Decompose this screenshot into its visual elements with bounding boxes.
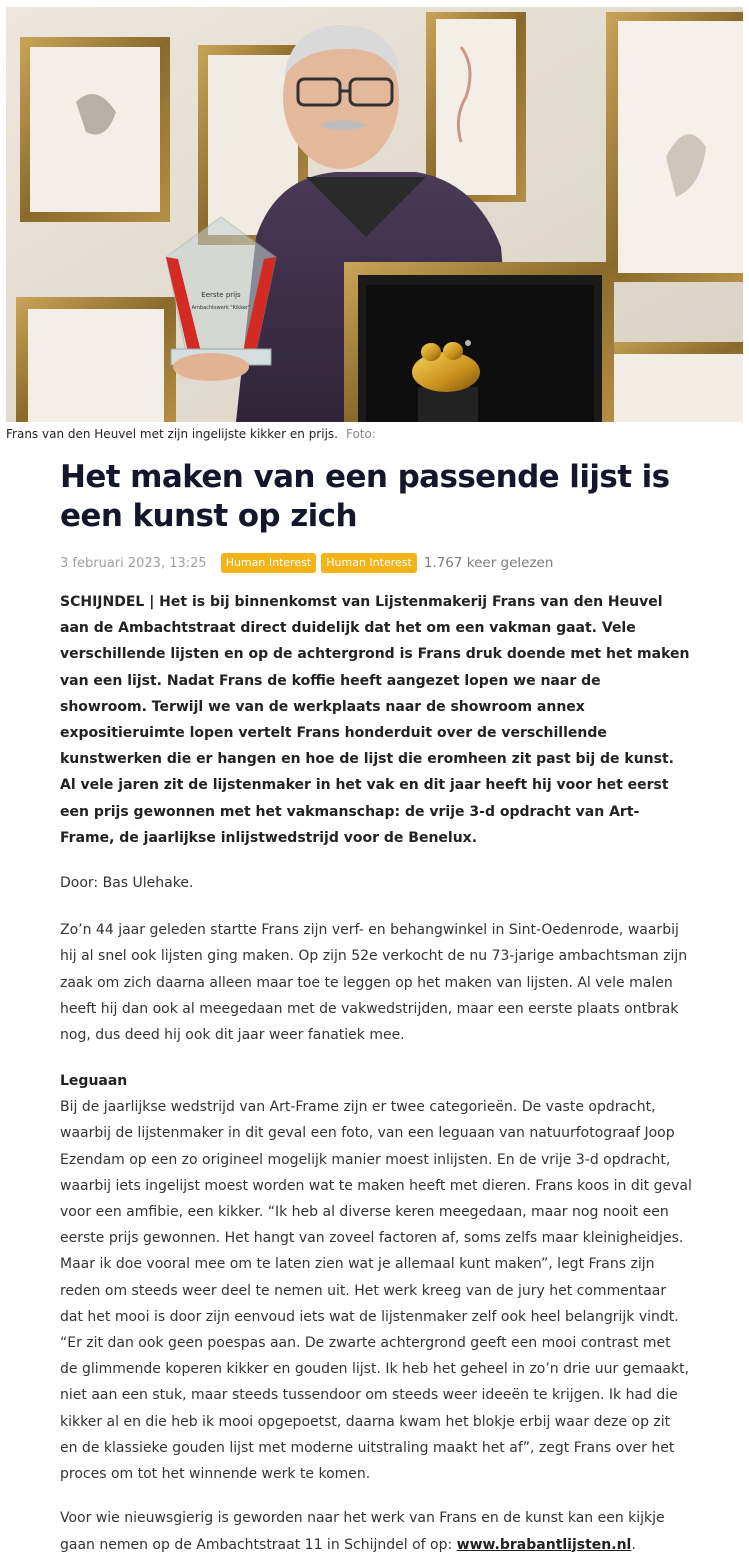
award-text: Eerste prijs bbox=[201, 291, 241, 299]
article-title: Het maken van een passende lijst is een kunst op zich bbox=[60, 459, 670, 534]
article-subheading: Leguaan bbox=[60, 1073, 128, 1090]
article-lead: SCHIJNDEL | Het is bij binnenkomst van Lijstenmakerij Frans van den Heuvel aan de Ambachtstraat direct duidelijk dat het om een vakman gaat. Vele verschillende lijsten en op de achtergrond is Frans druk doende met het maken van een lijst. Nadat Frans de koffie heeft aangezet lopen we naar de showroom. Terwijl we van de werkplaats naar de showroom annex expositieruimte lopen vertelt Frans honderduit over de verschillende kunstwerken die er hangen en hoe de lijst die eromheen zit past bij de kunst. Al vele jaren zit de lijstenmaker in het vak en dit jaar heeft hij voor het eerst een prijs gewonnen met het vakmanschap: de vrije 3-d opdracht van Art-Frame, de jaarlijkse inlijstwedstrijd voor de Benelux. bbox=[60, 594, 690, 846]
photo-illustration bbox=[6, 7, 743, 422]
article-photo bbox=[6, 7, 743, 422]
article-date: 3 februari 2023, 13:25 bbox=[60, 555, 207, 571]
photo-caption bbox=[6, 426, 376, 442]
article-author: Door: Bas Ulehake. bbox=[60, 875, 194, 892]
website-link[interactable]: www.brabantlijsten.nl bbox=[456, 1536, 632, 1553]
article-meta bbox=[60, 551, 692, 575]
article-paragraph-2: Bij de jaarlijkse wedstrijd van Art-Frame zijn er twee categorieën. De vaste opdracht, waarbij de lijstenmaker in dit geval een foto, van een leguaan van natuurfotograaf Joop Ezendam op een zo origineel mogelijk manier moest inlijsten. En de vrije 3-d opdracht, waarbij iets ingelijst moest worden wat te maken heeft met dieren. Frans koos in dit geval voor een amfibie, een kikker. “Ik heb al diverse keren meegedaan, maar nog nooit een eerste prijs gewonnen. Het hangt van zoveel factoren af, soms zelfs maar kleinigheidjes. Maar ik doe vooral mee om te laten zien wat je allemaal kunt maken”, legt Frans zijn reden om steeds weer deel te nemen uit. Het werk kreeg van de jury het commentaar dat het mooi is door zijn eenvoud iets wat de lijstenmaker zelf ook heel belangrijk vindt. “Er zit dan ook geen poespas aan. De zwarte achtergrond geeft een mooi contrast met de glimmende koperen kikker en gouden lijst. Ik heb het geheel in zo’n drie uur gemaakt, niet aan een stuk, maar steeds tussendoor om steeds weer ideeën te krijgen. Ik had die kikker al en die heb ik mooi opgepoetst, daarna kwam het blokje erbij waar deze op zit en de klassieke gouden lijst met moderne uitstraling maakt het af”, zegt Frans over het proces om tot het winnende werk te komen. bbox=[60, 1099, 692, 1483]
category-badge-1[interactable]: Human Interest bbox=[221, 553, 317, 573]
article-paragraph-3 bbox=[60, 1505, 692, 1557]
article-paragraph-1: Zo’n 44 jaar geleden startte Frans zijn verf- en behangwinkel in Sint-Oedenrode, waarbij hij al snel ook lijsten ging maken. Op zijn 52e verkocht de nu 73-jarige ambachtsman zijn zaak om zich daarna alleen maar toe te leggen op het maken van lijsten. Al vele malen heeft hij dan ook al meegedaan met de vakwedstrijden, maar een eerste plaats ontbrak nog, dus deed hij ook dit jaar weer fanatiek mee. bbox=[60, 922, 688, 1044]
view-count: 1.767 keer gelezen bbox=[423, 555, 554, 571]
category-badge-2[interactable]: Human Interest bbox=[321, 553, 417, 573]
article bbox=[60, 458, 692, 1558]
award-subtext: Ambachtswerk "Kikker" bbox=[191, 305, 251, 311]
caption-text: Frans van den Heuvel met zijn ingelijste kikker en prijs. bbox=[6, 427, 338, 441]
paragraph-3-suffix: . bbox=[631, 1536, 636, 1553]
photo-credit-label: Foto: bbox=[345, 427, 376, 441]
paragraph-3-text: Voor wie nieuwsgierig is geworden naar het werk van Frans en de kunst kan een kijkje gaan nemen op de Ambachtstraat 11 in Schijndel of op: bbox=[60, 1510, 665, 1553]
